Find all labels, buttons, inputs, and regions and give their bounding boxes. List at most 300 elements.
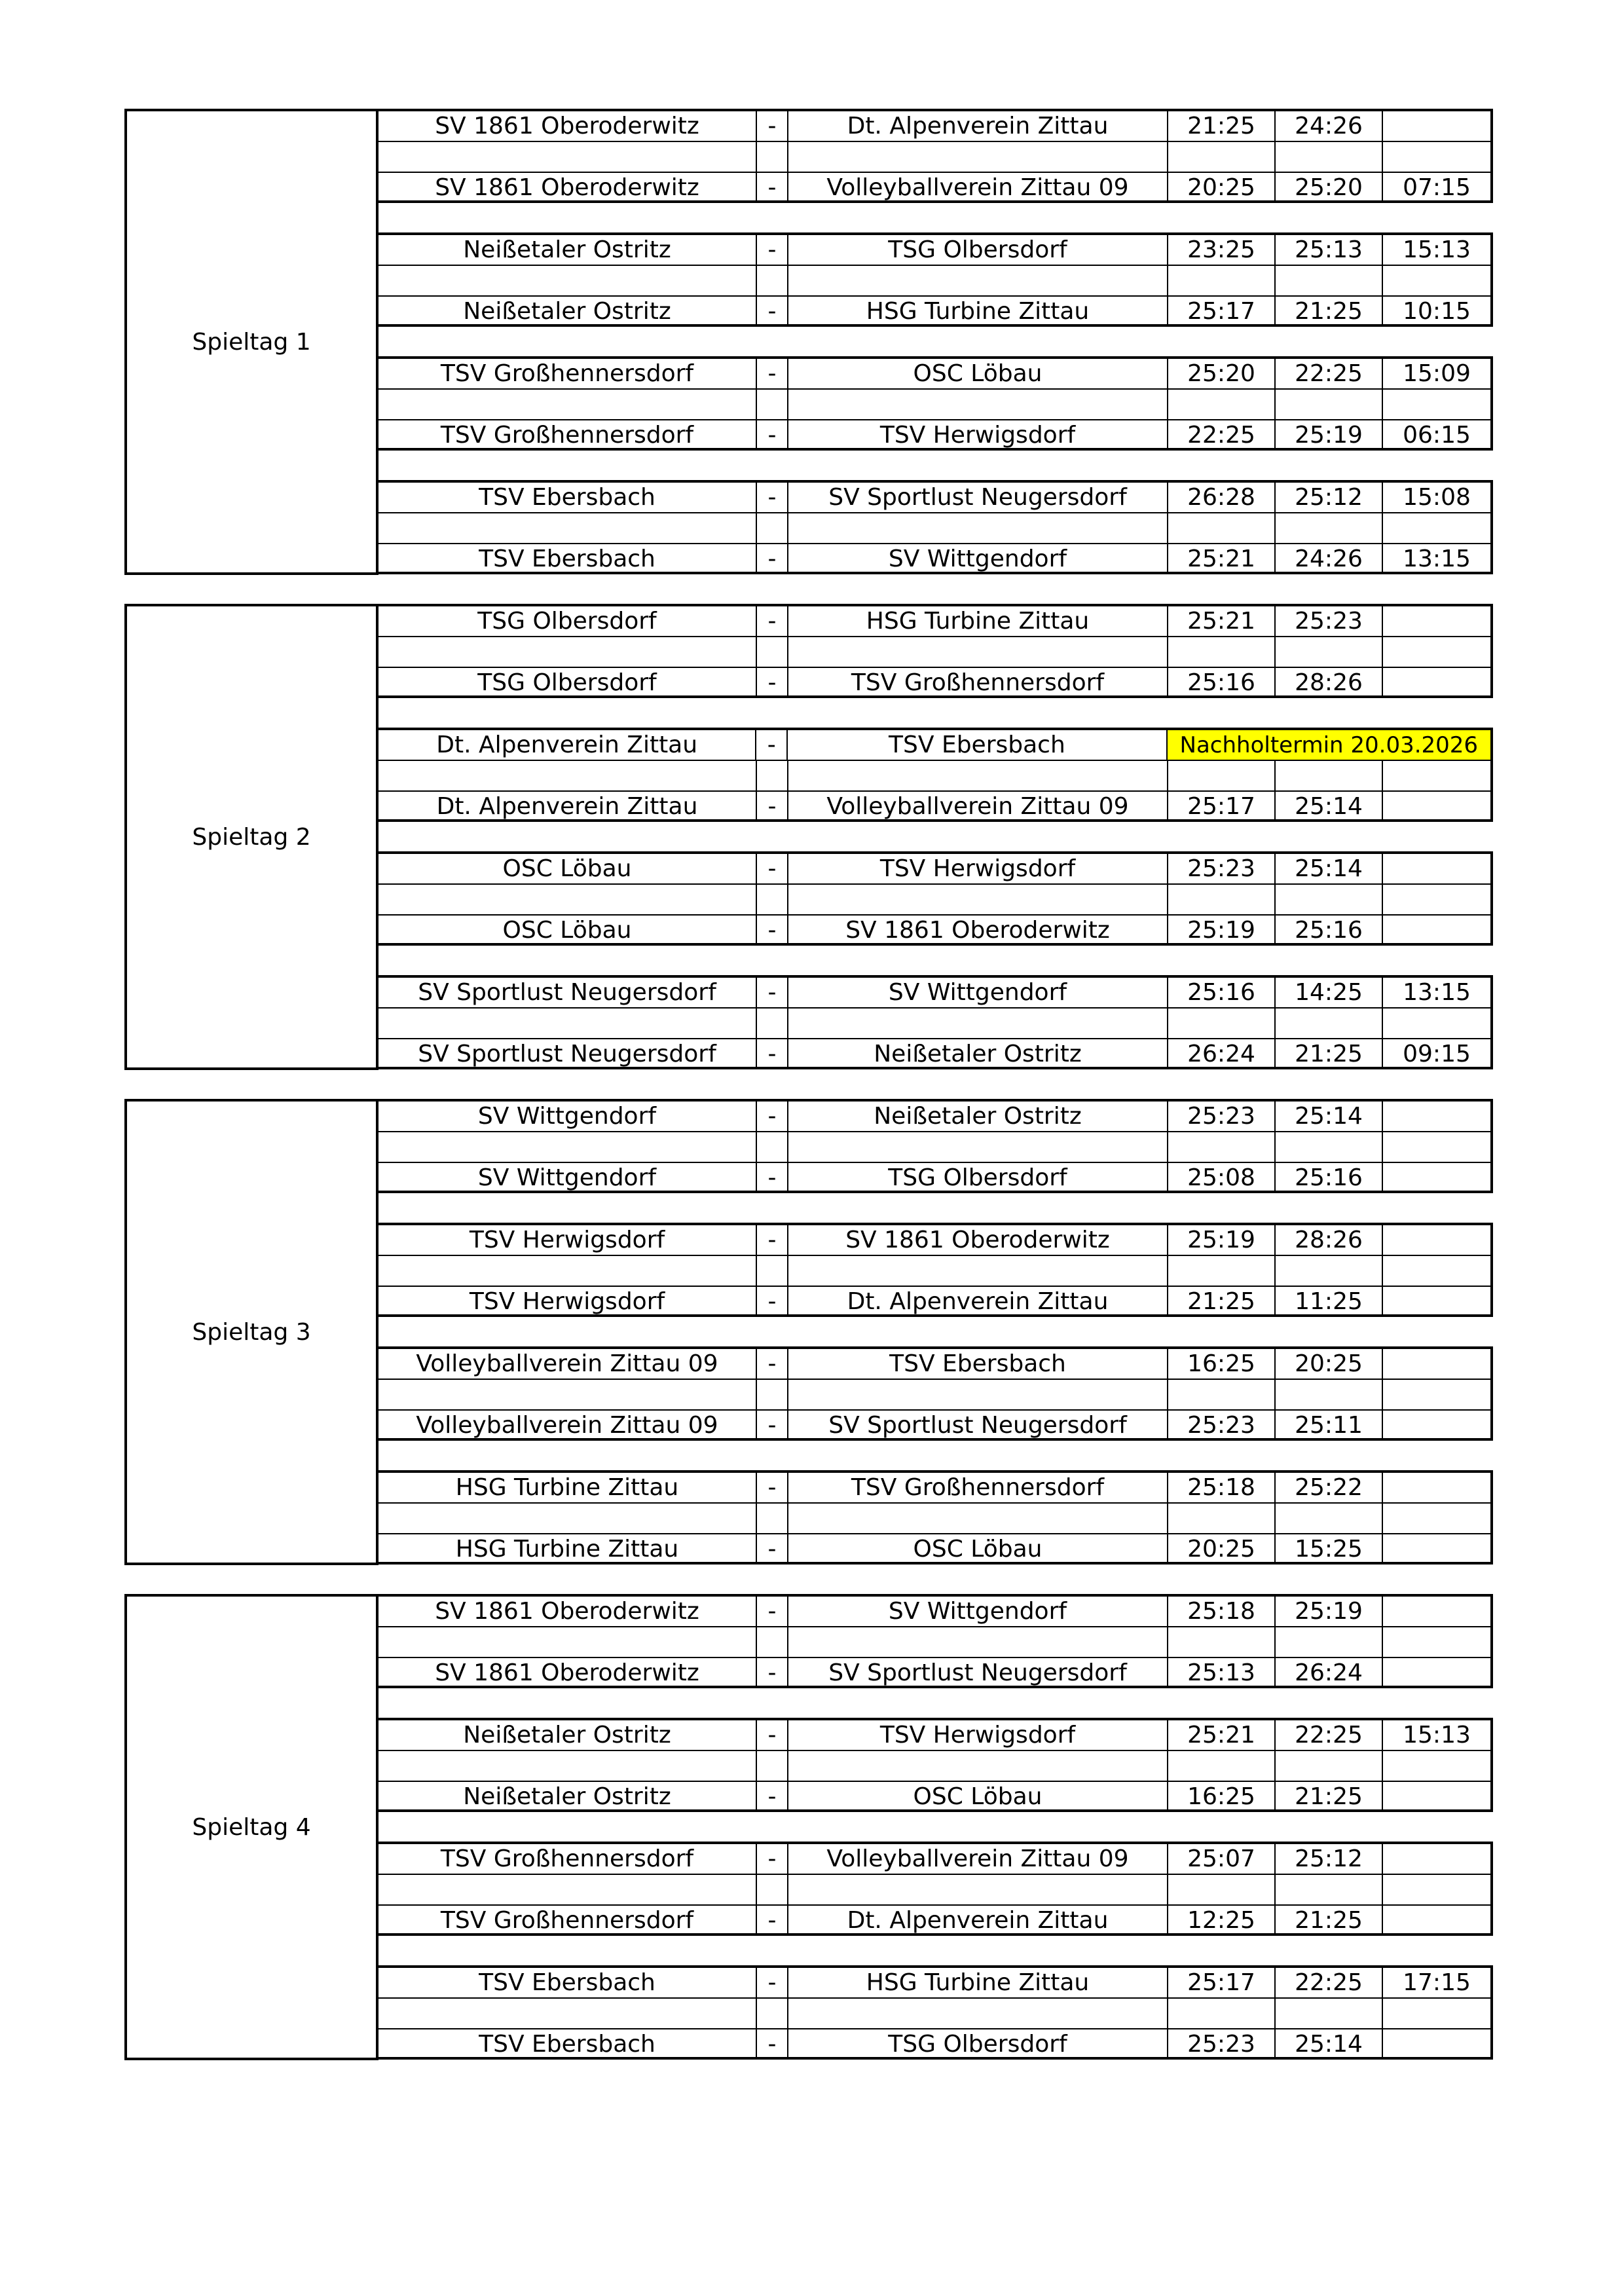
home-team [378, 266, 757, 295]
set1-score: 25:21 [1168, 544, 1276, 574]
set1-score [1168, 1751, 1276, 1781]
match-group [378, 975, 1493, 1069]
set3-score [1383, 1256, 1490, 1286]
separator: - [757, 978, 788, 1007]
set1-score: 20:25 [1168, 1534, 1276, 1564]
set3-score [1383, 390, 1490, 419]
away-team [788, 885, 1168, 914]
set3-score [1383, 1844, 1490, 1874]
spacer-row [378, 1751, 1490, 1782]
match-row [378, 1039, 1490, 1069]
separator: - [757, 1782, 788, 1811]
home-team: OSC Löbau [378, 916, 757, 945]
set2-score: 28:26 [1276, 1225, 1383, 1255]
away-team: Dt. Alpenverein Zittau [788, 1287, 1168, 1316]
set2-score: 22:25 [1276, 359, 1383, 388]
set2-score: 22:25 [1276, 1720, 1383, 1750]
match-row [378, 2029, 1490, 2059]
home-team: TSV Herwigsdorf [378, 1225, 757, 1255]
away-team: OSC Löbau [788, 1534, 1168, 1564]
away-team [788, 1132, 1168, 1162]
separator [757, 885, 788, 914]
away-team: TSV Herwigsdorf [788, 1720, 1168, 1750]
set2-score: 21:25 [1276, 1906, 1383, 1935]
set3-score [1383, 513, 1490, 543]
spacer-row [378, 1875, 1490, 1906]
home-team: SV Wittgendorf [378, 1163, 757, 1193]
away-team: TSV Herwigsdorf [788, 854, 1168, 883]
set1-score: 25:17 [1168, 297, 1276, 326]
away-team: SV 1861 Oberoderwitz [788, 1225, 1168, 1255]
set2-score: 25:12 [1276, 483, 1383, 512]
away-team [788, 1751, 1168, 1781]
away-team: Volleyballverein Zittau 09 [788, 1844, 1168, 1874]
set1-score [1168, 513, 1276, 543]
match-group [378, 1223, 1493, 1317]
home-team: TSV Großhennersdorf [378, 420, 757, 450]
home-team: SV 1861 Oberoderwitz [378, 1658, 757, 1688]
home-team: Dt. Alpenverein Zittau [378, 730, 756, 760]
set3-score [1383, 1287, 1490, 1316]
home-team: SV Wittgendorf [378, 1102, 757, 1131]
set3-score [1383, 1504, 1490, 1533]
set2-score: 25:14 [1276, 2029, 1383, 2059]
set1-score: 25:17 [1168, 1968, 1276, 1997]
set1-score: 25:23 [1168, 1102, 1276, 1131]
away-team [788, 1627, 1168, 1657]
home-team: SV 1861 Oberoderwitz [378, 111, 757, 141]
match-row [378, 916, 1490, 945]
spacer-row [378, 1627, 1490, 1658]
set3-score [1383, 854, 1490, 883]
separator: - [757, 297, 788, 326]
home-team [378, 1380, 757, 1409]
separator: - [757, 1658, 788, 1688]
home-team: TSV Großhennersdorf [378, 1844, 757, 1874]
match-row [378, 1287, 1490, 1316]
set1-score [1168, 1132, 1276, 1162]
match-row [378, 730, 1490, 761]
home-team: TSV Ebersbach [378, 483, 757, 512]
set3-score [1383, 916, 1490, 945]
spacer-row [378, 637, 1490, 668]
match-group [378, 1470, 1493, 1565]
separator [757, 266, 788, 295]
home-team: Dt. Alpenverein Zittau [378, 792, 757, 821]
set2-score [1276, 1627, 1383, 1657]
set2-score: 11:25 [1276, 1287, 1383, 1316]
separator: - [757, 173, 788, 202]
home-team [378, 513, 757, 543]
set1-score [1168, 1504, 1276, 1533]
set1-score: 25:16 [1168, 978, 1276, 1007]
away-team [788, 1009, 1168, 1038]
set2-score: 25:20 [1276, 173, 1383, 202]
separator: - [757, 111, 788, 141]
set2-score: 21:25 [1276, 1039, 1383, 1069]
home-team [378, 1504, 757, 1533]
set3-score: 13:15 [1403, 979, 1471, 1006]
set1-score: 22:25 [1168, 420, 1276, 450]
set2-score: 25:16 [1276, 916, 1383, 945]
set1-score: 25:23 [1168, 2029, 1276, 2059]
away-team: SV Wittgendorf [788, 978, 1168, 1007]
away-team: TSG Olbersdorf [788, 2029, 1168, 2059]
set2-score: 25:23 [1276, 606, 1383, 636]
away-team: Dt. Alpenverein Zittau [788, 111, 1168, 141]
separator [757, 390, 788, 419]
separator: - [757, 1163, 788, 1193]
match-row [378, 978, 1490, 1009]
separator: - [757, 1844, 788, 1874]
match-row [378, 1225, 1490, 1256]
set3-score: 06:15 [1403, 422, 1471, 449]
set1-score [1168, 1380, 1276, 1409]
away-team: TSV Ebersbach [788, 1349, 1168, 1379]
set3-score [1383, 1751, 1490, 1781]
set1-score: 25:13 [1168, 1658, 1276, 1688]
home-team [378, 637, 757, 667]
spacer-row [378, 885, 1490, 916]
separator: - [757, 483, 788, 512]
home-team: Volleyballverein Zittau 09 [378, 1411, 757, 1440]
set3-score [1383, 2029, 1490, 2059]
set2-score [1276, 266, 1383, 295]
set2-score [1276, 1009, 1383, 1038]
match-group [378, 109, 1493, 203]
match-group [378, 1718, 1493, 1812]
away-team: HSG Turbine Zittau [788, 606, 1168, 636]
match-group [378, 604, 1493, 698]
separator: - [757, 1906, 788, 1935]
away-team: Volleyballverein Zittau 09 [788, 792, 1168, 821]
match-group [378, 232, 1493, 327]
set2-score [1276, 1504, 1383, 1533]
away-team [788, 513, 1168, 543]
match-row [378, 792, 1490, 821]
away-team [788, 390, 1168, 419]
match-group [378, 1965, 1493, 2060]
set3-score [1383, 1380, 1490, 1409]
set3-score [1383, 792, 1490, 821]
set3-score [1383, 1875, 1490, 1904]
match-row [378, 606, 1490, 637]
separator: - [757, 1287, 788, 1316]
away-team: Neißetaler Ostritz [788, 1102, 1168, 1131]
separator [757, 761, 788, 790]
home-team: SV 1861 Oberoderwitz [378, 1597, 757, 1626]
away-team: OSC Löbau [788, 1782, 1168, 1811]
set1-score: 25:21 [1168, 606, 1276, 636]
set1-score: 26:28 [1168, 483, 1276, 512]
set3-score [1383, 1009, 1490, 1038]
set1-score: 26:24 [1168, 1039, 1276, 1069]
away-team: SV Sportlust Neugersdorf [788, 1411, 1168, 1440]
match-group [378, 356, 1493, 451]
set3-score: 15:13 [1403, 1722, 1471, 1749]
set2-score: 22:25 [1276, 1968, 1383, 1997]
away-team: HSG Turbine Zittau [788, 297, 1168, 326]
set3-score [1383, 1597, 1490, 1626]
set1-score: 16:25 [1168, 1782, 1276, 1811]
separator: - [757, 235, 788, 265]
set1-score: 21:25 [1168, 1287, 1276, 1316]
home-team: SV 1861 Oberoderwitz [378, 173, 757, 202]
set1-score: 25:18 [1168, 1473, 1276, 1502]
set2-score [1276, 513, 1383, 543]
match-row [378, 1906, 1490, 1935]
set3-score [1383, 1534, 1490, 1564]
set2-score [1276, 1380, 1383, 1409]
away-team: Dt. Alpenverein Zittau [788, 1906, 1168, 1935]
set2-score: 25:14 [1276, 1102, 1383, 1131]
set1-score: 25:16 [1168, 668, 1276, 697]
set1-score: 25:20 [1168, 359, 1276, 388]
match-group [378, 1594, 1493, 1688]
set1-score: 21:25 [1168, 111, 1276, 141]
separator: - [757, 1349, 788, 1379]
match-row [378, 483, 1490, 513]
away-team: TSV Ebersbach [788, 730, 1167, 760]
away-team [788, 1504, 1168, 1533]
match-row [378, 297, 1490, 326]
set2-score: 15:25 [1276, 1534, 1383, 1564]
home-team [378, 390, 757, 419]
set3-score: 15:08 [1403, 484, 1471, 511]
set3-score: 09:15 [1403, 1041, 1471, 1067]
set3-score [1383, 111, 1490, 141]
home-team: HSG Turbine Zittau [378, 1534, 757, 1564]
match-row [378, 1534, 1490, 1564]
separator: - [757, 1968, 788, 1997]
set2-score: 24:26 [1276, 544, 1383, 574]
away-team [788, 142, 1168, 172]
set3-score [1383, 266, 1490, 295]
set2-score: 21:25 [1276, 297, 1383, 326]
spacer-row [378, 1009, 1490, 1039]
set3-score [1383, 885, 1490, 914]
match-row [378, 1163, 1490, 1193]
set2-score: 25:13 [1276, 235, 1383, 265]
set2-score [1276, 1751, 1383, 1781]
set1-score [1168, 885, 1276, 914]
set1-score: 16:25 [1168, 1349, 1276, 1379]
away-team [788, 266, 1168, 295]
spacer-row [378, 1380, 1490, 1411]
match-row [378, 1844, 1490, 1875]
match-row [378, 1102, 1490, 1132]
separator [757, 1380, 788, 1409]
match-group [378, 728, 1493, 822]
set2-score [1276, 1875, 1383, 1904]
home-team: TSV Ebersbach [378, 1968, 757, 1997]
separator [757, 1504, 788, 1533]
set2-score: 25:16 [1276, 1163, 1383, 1193]
match-row [378, 1473, 1490, 1504]
set2-score [1276, 390, 1383, 419]
separator: - [757, 1411, 788, 1440]
match-row [378, 111, 1490, 142]
set3-score [1383, 606, 1490, 636]
away-team: Neißetaler Ostritz [788, 1039, 1168, 1069]
set1-score: 25:18 [1168, 1597, 1276, 1626]
separator: - [757, 606, 788, 636]
set3-score [1383, 1132, 1490, 1162]
set2-score [1276, 761, 1383, 790]
home-team: SV Sportlust Neugersdorf [378, 1039, 757, 1069]
set3-score [1383, 1349, 1490, 1379]
match-row [378, 854, 1490, 885]
home-team: Neißetaler Ostritz [378, 297, 757, 326]
separator: - [757, 854, 788, 883]
away-team: SV Sportlust Neugersdorf [788, 483, 1168, 512]
away-team [788, 1875, 1168, 1904]
separator [757, 1132, 788, 1162]
set1-score [1168, 761, 1276, 790]
home-team: HSG Turbine Zittau [378, 1473, 757, 1502]
spacer-row [378, 266, 1490, 297]
set3-score: 13:15 [1403, 546, 1471, 572]
set3-score [1383, 1782, 1490, 1811]
away-team [788, 637, 1168, 667]
set3-score [1383, 1627, 1490, 1657]
set2-score [1276, 1999, 1383, 2028]
spieltag-block [124, 1594, 1493, 2060]
set3-score [1383, 1473, 1490, 1502]
set3-score [1383, 1658, 1490, 1688]
set1-score: 25:23 [1168, 1411, 1276, 1440]
home-team: TSV Großhennersdorf [378, 359, 757, 388]
set1-score [1168, 1999, 1276, 2028]
away-team: HSG Turbine Zittau [788, 1968, 1168, 1997]
separator: - [757, 1534, 788, 1564]
home-team [378, 1009, 757, 1038]
spieltag-block [124, 604, 1493, 1070]
set2-score: 25:22 [1276, 1473, 1383, 1502]
set3-score [1383, 1225, 1490, 1255]
match-row [378, 359, 1490, 390]
separator [757, 1009, 788, 1038]
away-team [788, 1999, 1168, 2028]
set1-score: 25:23 [1168, 854, 1276, 883]
home-team [378, 1875, 757, 1904]
separator [757, 1256, 788, 1286]
set2-score: 25:12 [1276, 1844, 1383, 1874]
separator: - [757, 792, 788, 821]
separator: - [757, 1720, 788, 1750]
set3-score: 17:15 [1403, 1969, 1471, 1996]
home-team: SV Sportlust Neugersdorf [378, 978, 757, 1007]
spieltag-label: Spieltag 1 [124, 109, 378, 575]
match-row [378, 1720, 1490, 1751]
set1-score: 25:17 [1168, 792, 1276, 821]
home-team: Neißetaler Ostritz [378, 235, 757, 265]
spacer-row [378, 513, 1490, 544]
spieltag-label: Spieltag 4 [124, 1594, 378, 2060]
set1-score: 23:25 [1168, 235, 1276, 265]
set2-score [1276, 1256, 1383, 1286]
spacer-row [378, 1999, 1490, 2029]
home-team [378, 885, 757, 914]
set2-score: 26:24 [1276, 1658, 1383, 1688]
spacer-row [378, 390, 1490, 420]
away-team: OSC Löbau [788, 359, 1168, 388]
set1-score [1168, 1627, 1276, 1657]
set1-score [1168, 1875, 1276, 1904]
away-team: TSV Herwigsdorf [788, 420, 1168, 450]
separator: - [757, 1225, 788, 1255]
away-team: TSV Großhennersdorf [788, 1473, 1168, 1502]
set3-score [1383, 668, 1490, 697]
away-team: SV Sportlust Neugersdorf [788, 1658, 1168, 1688]
home-team: TSV Ebersbach [378, 544, 757, 574]
set2-score [1276, 142, 1383, 172]
set3-score [1383, 1163, 1490, 1193]
home-team: TSG Olbersdorf [378, 668, 757, 697]
away-team: Volleyballverein Zittau 09 [788, 173, 1168, 202]
match-row [378, 668, 1490, 697]
set2-score: 20:25 [1276, 1349, 1383, 1379]
match-row [378, 420, 1490, 450]
set2-score: 25:19 [1276, 1597, 1383, 1626]
match-row [378, 1349, 1490, 1380]
postponed-note: Nachholtermin 20.03.2026 [1168, 730, 1490, 760]
set1-score [1168, 142, 1276, 172]
separator: - [757, 544, 788, 574]
match-row [378, 1782, 1490, 1811]
set2-score: 25:19 [1276, 420, 1383, 450]
match-row [378, 173, 1490, 202]
spacer-row [378, 142, 1490, 173]
spacer-row [378, 761, 1490, 792]
home-team: TSV Ebersbach [378, 2029, 757, 2059]
set3-score: 15:13 [1403, 236, 1471, 263]
set2-score: 28:26 [1276, 668, 1383, 697]
set1-score [1168, 637, 1276, 667]
match-row [378, 235, 1490, 266]
home-team: Neißetaler Ostritz [378, 1782, 757, 1811]
set1-score: 25:08 [1168, 1163, 1276, 1193]
home-team: Volleyballverein Zittau 09 [378, 1349, 757, 1379]
separator [757, 1627, 788, 1657]
separator: - [757, 359, 788, 388]
away-team: SV Wittgendorf [788, 544, 1168, 574]
match-group [378, 1099, 1493, 1193]
set1-score [1168, 1256, 1276, 1286]
set3-score: 15:09 [1403, 360, 1471, 387]
home-team: TSV Großhennersdorf [378, 1906, 757, 1935]
spieltag-block [124, 1099, 1493, 1565]
away-team: TSG Olbersdorf [788, 1163, 1168, 1193]
set1-score [1168, 1009, 1276, 1038]
home-team: TSG Olbersdorf [378, 606, 757, 636]
set3-score [1383, 142, 1490, 172]
set3-score [1383, 1411, 1490, 1440]
separator: - [757, 1597, 788, 1626]
match-row [378, 1968, 1490, 1999]
separator: - [757, 1473, 788, 1502]
away-team [788, 1380, 1168, 1409]
separator [757, 637, 788, 667]
set1-score: 20:25 [1168, 173, 1276, 202]
separator [757, 142, 788, 172]
separator: - [757, 420, 788, 450]
separator: - [757, 916, 788, 945]
separator: - [757, 1039, 788, 1069]
set3-score: 07:15 [1403, 174, 1471, 201]
set1-score: 25:07 [1168, 1844, 1276, 1874]
home-team [378, 142, 757, 172]
